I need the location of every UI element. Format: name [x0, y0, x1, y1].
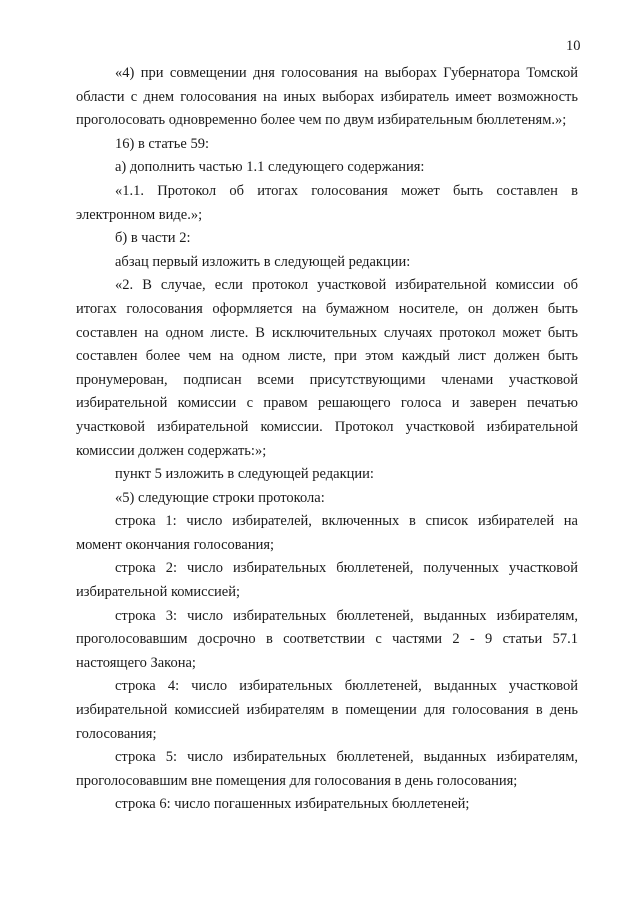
paragraph: «4) при совмещении дня голосования на выборах Губернатора Томской области с днем голосования на иных выборах избиратель имеет возможность проголосовать одновременно более чем по двум избирательным бюллетеням.»; — [76, 65, 578, 129]
paragraph: строка 3: число избирательных бюллетеней, выданных избирателям, проголосовавшим досрочно в соответствии с частями 2 - 9 статьи 57.1 настоящего Закона; — [76, 607, 578, 671]
page-number: 10 — [566, 38, 581, 54]
paragraph: пункт 5 изложить в следующей редакции: — [115, 466, 374, 483]
paragraph: строка 1: число избирателей, включенных в список избирателей на момент окончания голосования; — [76, 513, 578, 553]
paragraph: абзац первый изложить в следующей редакции: — [115, 253, 411, 270]
paragraph: «2. В случае, если протокол участковой избирательной комиссии об итогах голосования оформляется на бумажном носителе, он должен быть составлен на одном листе. В исключительных случаях протокол может быть составлен более чем на одном листе, при этом каждый лист должен быть пронумерован, подписан всеми присутствующими членами участковой избирательной комиссии с правом решающего голоса и заверен печатью участковой избирательной комиссии. Протокол участковой избирательной комиссии должен содержать:»; — [76, 277, 578, 459]
paragraph: строка 6: число погашенных избирательных бюллетеней; — [115, 796, 470, 813]
page-content — [76, 62, 578, 817]
paragraph: б) в части 2: — [115, 230, 191, 247]
paragraph: а) дополнить частью 1.1 следующего содержания: — [115, 159, 425, 176]
paragraph: строка 4: число избирательных бюллетеней, выданных участковой избирательной комиссией избирателям в помещении для голосования в день голосования; — [76, 678, 578, 742]
paragraph: «5) следующие строки протокола: — [115, 489, 325, 506]
paragraph: строка 2: число избирательных бюллетеней, полученных участковой избирательной комиссией; — [76, 560, 578, 601]
paragraph: «1.1. Протокол об итогах голосования может быть составлен в электронном виде.»; — [76, 182, 578, 223]
paragraph: 16) в статье 59: — [115, 135, 209, 152]
paragraph: строка 5: число избирательных бюллетеней, выданных избирателям, проголосовавшим вне помещения для голосования в день голосования; — [76, 749, 578, 789]
